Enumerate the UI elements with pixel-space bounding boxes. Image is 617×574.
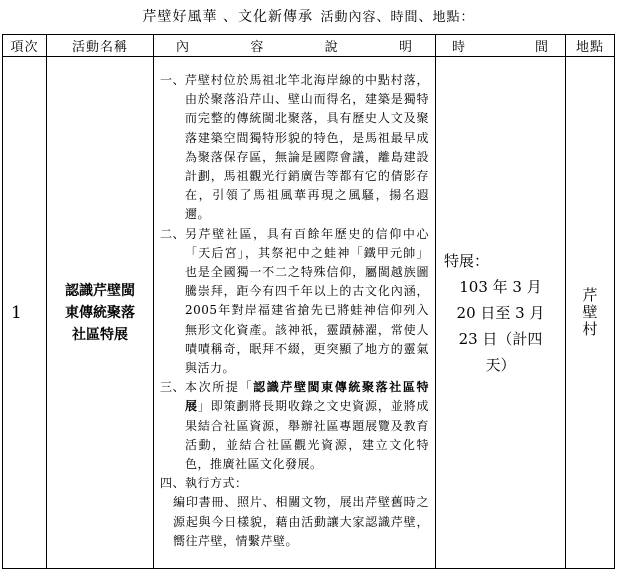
time-value: 103 年 3 月 20 日至 3 月 23 日（計四天） [456, 277, 545, 374]
item-marker: 二、 [160, 226, 186, 241]
item-text: 另芹壁社區，具有百餘年歷史的信仰中心「天后宮」，其祭祀中之蛙神「鐵甲元帥」也是全國獨一不二之特殊信仰，屬閩越族圖騰崇拜，距今有四千年以上的古文化內涵，2005年對岸福建省搶先已將蛙神信仰列入無形文化資產。該神祇，靈蹟赫濯，常使人嘖嘖稱奇，眠拜不綴，更突顯了地方的靈氣與活力。 [185, 226, 429, 375]
item-marker: 一、 [160, 72, 186, 87]
activity-name: 認識芹壁閩東傳統聚落社區特展 [47, 57, 154, 569]
item-text-before: 本次所提「 [185, 380, 254, 395]
row-no: 1 [3, 57, 47, 569]
time-cell [436, 57, 566, 569]
page-title [0, 6, 617, 26]
place-cell [566, 57, 615, 569]
header-no: 項次 [3, 35, 47, 57]
header-place: 地點 [566, 35, 615, 57]
content-item [160, 71, 429, 225]
content-item [160, 225, 429, 379]
item-text [185, 378, 429, 474]
time-label: 特展： [444, 251, 490, 270]
place-text: 芹壁村 [582, 286, 598, 338]
item-marker: 四、 [160, 476, 186, 491]
table-row [3, 57, 615, 569]
item-marker: 三、 [160, 380, 186, 395]
header-time: 時間 [436, 35, 566, 57]
content-item [160, 378, 429, 474]
table-header-row [3, 35, 615, 57]
item-text: 芹壁村位於馬祖北竿北海岸線的中點村落，由於聚落沿芹山、壁山而得名，建築是獨特而完整的傳統閩北聚落，具有歷史人文及聚落建築空間獨特形貌的特色，是馬祖最早成為聚落保存區，無論是國際會議，離島建設計劃，馬祖觀光行銷廣告等都有它的倩影存在，引領了馬祖風華再現之風騷，揚名遐邇。 [185, 72, 429, 222]
page-title-main: 芹壁好風華 、文化新傳承 [142, 9, 313, 25]
item-text-after: 」即策劃將長期收錄之文史資源，並將成果結合社區資源，舉辦社區專題展覽及教育活動，並結合社區觀光資源，建立文化特色，推廣社區文化發展。 [185, 399, 429, 472]
page-title-sub: 活動內容、時間、地點： [320, 10, 475, 25]
item-text: 編印書冊、照片、相關文物，展出芹壁舊時之源起與今日樣貌，藉由活動讓大家認識芹壁，嚮往芹壁，情繫芹壁。 [173, 495, 429, 548]
header-content: 內容說明 [154, 35, 436, 57]
item-heading: 執行方式： [185, 476, 248, 491]
content-item [160, 474, 429, 493]
activity-table [2, 34, 615, 569]
content-description [154, 57, 436, 569]
header-name: 活動名稱 [47, 35, 154, 57]
item-text-bold: 認識芹壁閩東傳統聚落社區特展 [185, 380, 429, 414]
